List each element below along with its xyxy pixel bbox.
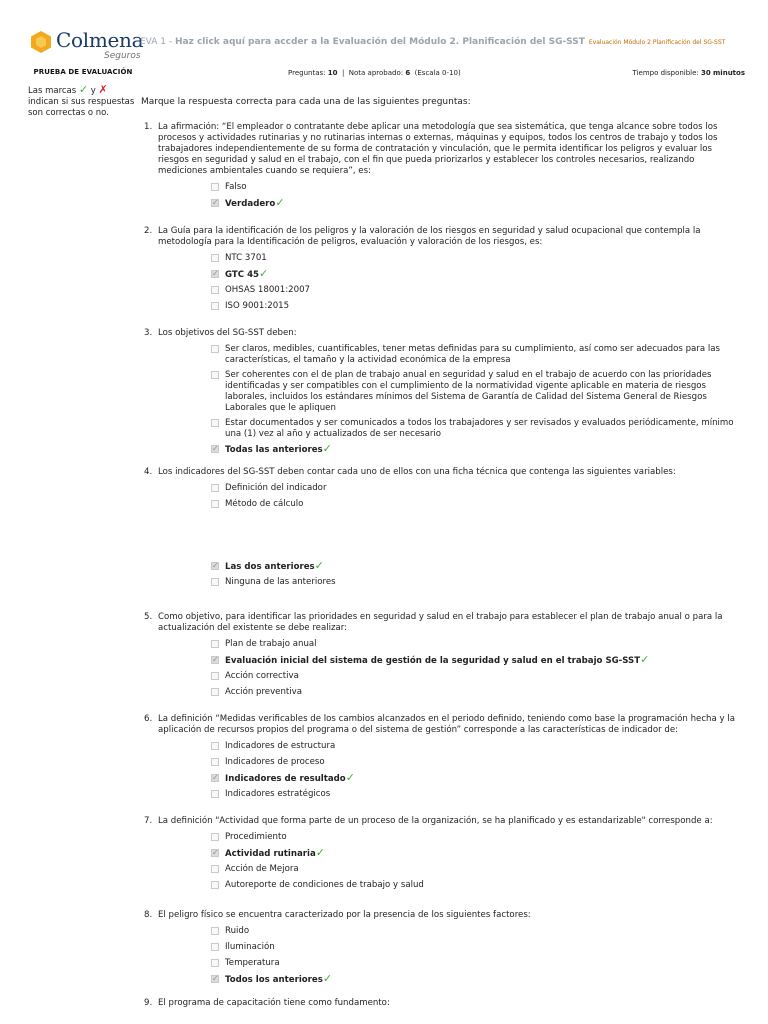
legend [28, 84, 138, 119]
answer-option[interactable] [211, 671, 744, 683]
evaluation-link-line [140, 29, 760, 48]
answer-checkbox[interactable] [211, 500, 219, 508]
answer-option[interactable] [211, 344, 744, 366]
answer-option[interactable] [211, 942, 744, 954]
legend-and: y [88, 86, 99, 96]
answer-label: Iluminación [225, 942, 275, 952]
question-text: Los indicadores del SG-SST deben contar cada uno de ellos con una ficha técnica que contenga las siguientes variables: [158, 467, 676, 477]
answer-option[interactable] [211, 561, 744, 573]
answer-checkbox[interactable] [211, 833, 219, 841]
answer-checkbox[interactable] [211, 927, 219, 935]
answer-option[interactable] [211, 880, 744, 892]
question-text: La definición "Actividad que forma parte de un proceso de la organización, se ha planificado y es estandarizable" corresponde a: [158, 816, 713, 826]
answer-label: Acción de Mejora [225, 864, 299, 874]
answer-option[interactable] [211, 483, 744, 495]
answer-label: Método de cálculo [225, 499, 304, 509]
answer-label: Indicadores estratégicos [225, 789, 331, 799]
answer-option[interactable] [211, 926, 744, 938]
answer-option[interactable] [211, 418, 744, 440]
answer-checkbox[interactable] [211, 578, 219, 586]
correct-check-icon: ✓ [314, 559, 324, 572]
question-number: 9. [144, 998, 153, 1008]
answer-checkbox[interactable] [211, 774, 219, 782]
answer-label: Evaluación inicial del sistema de gestión de la seguridad y salud en el trabajo SG-SST [225, 656, 641, 666]
tiempo-unit: minutos [713, 69, 745, 77]
answer-checkbox[interactable] [211, 959, 219, 967]
answer-option[interactable] [211, 499, 744, 511]
question-text: La Guía para la identificación de los peligros y la valoración de los riesgos en seguridad y salud ocupacional que contempla la metodología para la Identificación de peligros, evaluación y valoración de los riesgos, es: [158, 226, 701, 247]
answer-option[interactable] [211, 687, 744, 699]
answer-label: ISO 9001:2015 [225, 301, 290, 311]
eval-tag: Evaluación Módulo 2 Planificación del SG-SST [588, 39, 726, 46]
question-8 [144, 910, 744, 990]
question-7 [144, 816, 744, 896]
nota-label: Nota aprobado: [348, 69, 404, 77]
stats-right [633, 69, 745, 77]
answer-checkbox[interactable] [211, 371, 219, 379]
evaluation-link[interactable]: Haz click aquí para accder a la Evaluación del Módulo 2. Planificación del SG-SST [174, 37, 585, 47]
answer-checkbox[interactable] [211, 975, 219, 983]
answer-label: NTC 3701 [225, 253, 267, 263]
options-list [144, 182, 744, 210]
answer-checkbox[interactable] [211, 943, 219, 951]
answer-checkbox[interactable] [211, 790, 219, 798]
logo-subtitle: Seguros [104, 51, 141, 61]
correct-check-icon: ✓ [322, 442, 332, 455]
question-text: El peligro físico se encuentra caracterizado por la presencia de los siguientes factores: [158, 910, 531, 920]
stats-separator: | [341, 69, 345, 77]
nota-value: 6 [405, 69, 411, 77]
answer-checkbox[interactable] [211, 640, 219, 648]
header [0, 0, 768, 68]
answer-checkbox[interactable] [211, 254, 219, 262]
answer-option[interactable] [211, 757, 744, 769]
options-list [144, 344, 744, 456]
colmena-logo [30, 26, 144, 64]
answer-option[interactable] [211, 789, 744, 801]
question-3 [144, 328, 744, 460]
answer-checkbox[interactable] [211, 688, 219, 696]
answer-option[interactable] [211, 198, 744, 210]
answer-label: Falso [225, 182, 247, 192]
answer-option[interactable] [211, 444, 744, 456]
legend-pre: Las marcas [28, 86, 79, 96]
correct-check-icon: ✓ [322, 972, 333, 985]
answer-option[interactable] [211, 639, 744, 651]
question-1 [144, 122, 744, 214]
answer-option[interactable] [211, 974, 744, 986]
answer-checkbox[interactable] [211, 419, 219, 427]
tiempo-value: 30 [701, 69, 711, 77]
options-list [144, 483, 744, 589]
options-list [144, 832, 744, 892]
answer-checkbox[interactable] [211, 183, 219, 191]
sidebar [28, 68, 138, 119]
preguntas-label: Preguntas: [288, 69, 326, 77]
question-number: 7. [144, 816, 153, 826]
correct-check-icon: ✓ [275, 196, 285, 209]
answer-checkbox[interactable] [211, 286, 219, 294]
answer-label: Estar documentados y ser comunicados a todos los trabajadores y ser revisados y evaluados periódicamente, mínimo una (1) vez al año y actualizados de ser necesario [225, 418, 734, 439]
answer-option[interactable] [211, 864, 744, 876]
answer-option[interactable] [211, 253, 744, 265]
answer-option[interactable] [211, 848, 744, 860]
answer-label: Indicadores de proceso [225, 757, 325, 767]
answer-checkbox[interactable] [211, 562, 219, 570]
escala: (Escala 0-10) [414, 69, 461, 77]
options-list [144, 253, 744, 313]
answer-checkbox[interactable] [211, 865, 219, 873]
question-text: La definición “Medidas verificables de los cambios alcanzados en el periodo definido, teniendo como base la programación hecha y la aplicación de recursos propios del programa o del sistema de gestión” corresponde a las características de indicador de: [158, 714, 735, 735]
answer-option[interactable] [211, 773, 744, 785]
answer-option[interactable] [211, 182, 744, 194]
options-list [144, 741, 744, 801]
eval-prefix: EVA 1 - [140, 37, 175, 47]
question-text: La afirmación: “El empleador o contratante debe aplicar una metodología que sea sistemática, que tenga alcance sobre todos los procesos y actividades rutinarias y no rutinarias internas o externas, máquinas y equipos, todos los centros de trabajo y todos los trabajadores independientemente de su forma de contratación y vinculación, que le permita identificar los peligros y evaluar los riesgos en seguridad y salud en el trabajo, con el fin que pueda priorizarlos y establecer los controles necesarios, realizando mediciones ambientales cuando se requiera”, es: [158, 122, 718, 176]
answer-label: Indicadores de resultado [225, 774, 346, 784]
question-4 [144, 467, 744, 593]
question-number: 2. [144, 226, 153, 236]
question-number: 6. [144, 714, 153, 724]
correct-check-icon: ✓ [315, 846, 325, 859]
answer-option[interactable] [211, 269, 744, 281]
correct-check-icon: ✓ [640, 653, 650, 666]
question-text: Los objetivos del SG-SST deben: [158, 328, 297, 338]
answer-option[interactable] [211, 285, 744, 297]
answer-checkbox[interactable] [211, 484, 219, 492]
answer-checkbox[interactable] [211, 199, 219, 207]
answer-checkbox[interactable] [211, 881, 219, 889]
answer-checkbox[interactable] [211, 656, 219, 664]
sidebar-title: PRUEBA DE EVALUACIÓN [33, 68, 133, 76]
answer-checkbox[interactable] [211, 445, 219, 453]
logo-name: Colmena [56, 28, 144, 52]
stats-center [288, 69, 461, 77]
answer-label: Ser claros, medibles, cuantificables, tener metas definidas para su cumplimiento, así como ser adecuados para las características, el tamaño y la actividad económica de la empresa [225, 344, 720, 365]
answer-label: Indicadores de estructura [225, 741, 336, 751]
question-number: 8. [144, 910, 153, 920]
answer-label: Acción preventiva [225, 687, 303, 697]
answer-option[interactable] [211, 832, 744, 844]
answer-label: Ruido [225, 926, 250, 936]
answer-label: Temperatura [225, 958, 280, 968]
question-text: Como objetivo, para identificar las prioridades en seguridad y salud en el trabajo para establecer el plan de trabajo anual o para la actualización del existente se debe realizar: [158, 612, 723, 633]
correct-check-icon: ✓ [345, 771, 355, 784]
answer-checkbox[interactable] [211, 849, 219, 857]
answer-label: Procedimiento [225, 832, 287, 842]
answer-label: Verdadero [225, 199, 276, 209]
answer-checkbox[interactable] [211, 758, 219, 766]
answer-option[interactable] [211, 577, 744, 589]
question-number: 5. [144, 612, 153, 622]
check-icon: ✓ [78, 83, 89, 96]
answer-checkbox[interactable] [211, 302, 219, 310]
question-6 [144, 714, 744, 805]
answer-option[interactable] [211, 741, 744, 753]
hexagon-logo-icon [30, 30, 52, 54]
instructions: Marque la respuesta correcta para cada una de las siguientes preguntas: [141, 97, 471, 107]
question-text: El programa de capacitación tiene como fundamento: [158, 998, 390, 1008]
answer-label: Actividad rutinaria [225, 849, 316, 859]
answer-label: Definición del indicador [225, 483, 327, 493]
tiempo-label: Tiempo disponible: [632, 69, 699, 77]
answer-option[interactable] [211, 370, 744, 414]
answer-label: GTC 45 [225, 270, 260, 280]
answer-label: Ninguna de las anteriores [225, 577, 336, 587]
question-number: 1. [144, 122, 153, 132]
question-2 [144, 226, 744, 317]
question-9 [144, 998, 744, 1014]
answer-label: Todas las anteriores [225, 445, 323, 455]
answer-label: Las dos anteriores [225, 562, 315, 572]
question-number: 4. [144, 467, 153, 477]
answer-checkbox[interactable] [211, 270, 219, 278]
answer-checkbox[interactable] [211, 345, 219, 353]
correct-check-icon: ✓ [259, 267, 269, 280]
cross-icon: ✗ [98, 83, 108, 96]
answer-option[interactable] [211, 301, 744, 313]
legend-post: indican si sus respuestas son correctas o no. [28, 97, 135, 118]
answer-checkbox[interactable] [211, 742, 219, 750]
answer-label: Acción correctiva [225, 671, 299, 681]
preguntas-value: 10 [327, 69, 338, 77]
answer-label: Ser coherentes con el de plan de trabajo anual en seguridad y salud en el trabajo de acuerdo con las prioridades identificadas y ser compatibles con el cumplimiento de la normatividad vigente aplicable en materia de riesgos laborales, incluidos los estándares mínimos del Sistema de Garantía de Calidad del Sistema General de Riesgos Laborales que le apliquen [225, 370, 712, 413]
question-number: 3. [144, 328, 153, 338]
answer-label: OHSAS 18001:2007 [225, 285, 311, 295]
options-list [144, 639, 744, 699]
answer-label: Plan de trabajo anual [225, 639, 317, 649]
answer-option[interactable] [211, 958, 744, 970]
question-5 [144, 612, 744, 703]
answer-label: Autoreporte de condiciones de trabajo y salud [225, 880, 424, 890]
answer-label: Todos los anteriores [225, 975, 323, 985]
answer-option[interactable] [211, 655, 744, 667]
options-list [144, 926, 744, 986]
answer-checkbox[interactable] [211, 672, 219, 680]
